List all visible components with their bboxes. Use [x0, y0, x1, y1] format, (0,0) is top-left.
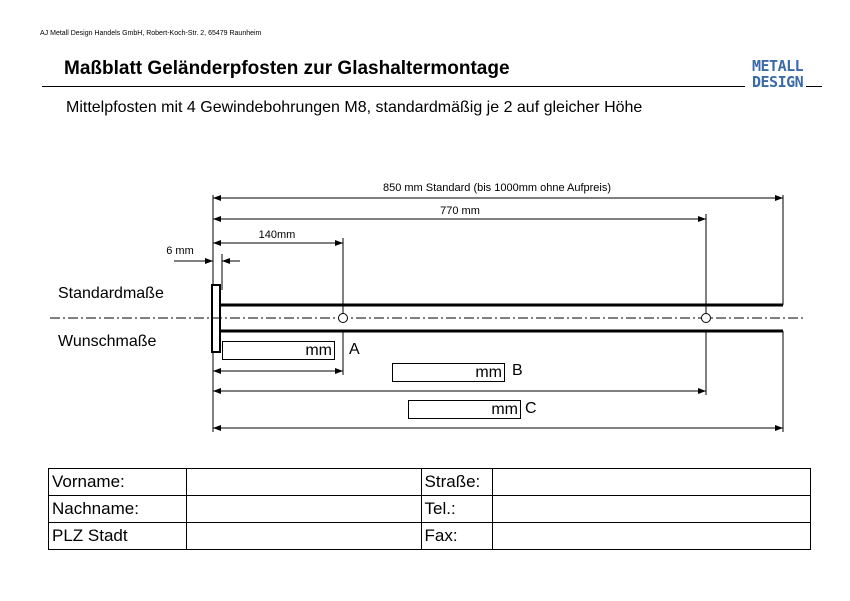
- entry-box-a[interactable]: mm: [222, 341, 335, 360]
- page-subtitle: Mittelpfosten mit 4 Gewindebohrungen M8, standardmäßig je 2 auf gleicher Höhe: [66, 99, 643, 116]
- first-name-field[interactable]: [186, 469, 421, 496]
- dimension-text-total: 850 mm Standard (bis 1000mm ohne Aufpreis): [382, 182, 612, 194]
- label-zip-city: PLZ Stadt: [49, 523, 187, 550]
- entry-label-b: B: [512, 362, 523, 379]
- form-row: [49, 496, 811, 523]
- form-row: [49, 523, 811, 550]
- page-title: Maßblatt Geländerpfosten zur Glashaltermontage: [64, 58, 510, 79]
- label-street: Straße:: [421, 469, 492, 496]
- phone-field[interactable]: [492, 496, 810, 523]
- last-name-field[interactable]: [186, 496, 421, 523]
- street-field[interactable]: [492, 469, 810, 496]
- fax-field[interactable]: [492, 523, 810, 550]
- dimension-text-6: 6 mm: [166, 245, 194, 257]
- dimension-text-140: 140mm: [258, 229, 296, 241]
- contact-form: [48, 468, 811, 550]
- zip-city-field[interactable]: [186, 523, 421, 550]
- logo-line-1: METALL: [752, 57, 804, 75]
- dimension-text-770: 770 mm: [440, 205, 480, 217]
- label-standard-dimensions: Standardmaße: [58, 285, 164, 302]
- entry-label-a: A: [349, 341, 360, 358]
- bore-hole-1: [339, 314, 348, 323]
- entry-box-b[interactable]: mm: [392, 363, 505, 382]
- label-last-name: Nachname:: [49, 496, 187, 523]
- logo-line-2: DESIGN: [752, 73, 804, 91]
- bore-hole-2: [702, 314, 711, 323]
- label-custom-dimensions: Wunschmaße: [58, 333, 157, 350]
- entry-label-c: C: [525, 400, 537, 417]
- entry-box-c[interactable]: mm: [408, 400, 521, 419]
- label-first-name: Vorname:: [49, 469, 187, 496]
- company-address: AJ Metall Design Handels GmbH, Robert-Koch-Str. 2, 65479 Raunheim: [40, 30, 262, 37]
- label-phone: Tel.:: [421, 496, 492, 523]
- label-fax: Fax:: [421, 523, 492, 550]
- form-row: [49, 469, 811, 496]
